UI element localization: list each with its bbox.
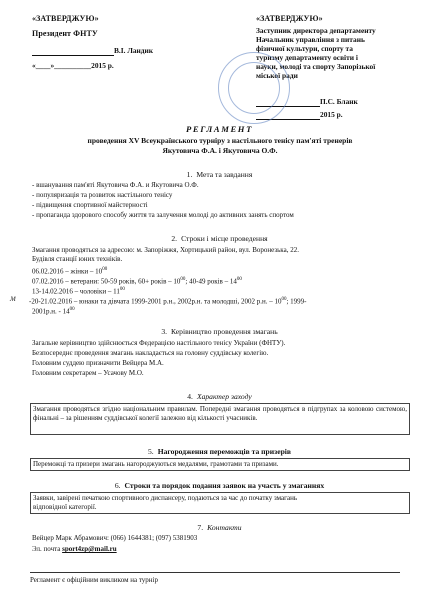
goal-item: - популяризація та розвиток настільного тенісу (32, 191, 173, 199)
applications-text: Заявки, завірені печаткою спортивного диспансеру, подаються за час до початку змагань (33, 494, 298, 502)
section-title-text: Керівництво проведення змагань (171, 327, 278, 336)
schedule-text-b: ; 40-49 років – 14 (185, 277, 237, 286)
contact-email-row (32, 545, 117, 554)
character-box (30, 403, 410, 435)
schedule-text: -20-21.02.2016 – юнаки та дівчата 1999-2001 р.н., 2002р.н. та молодші, 2002 р.н. – 10 (29, 297, 282, 306)
schedule-time-minutes: 00 (180, 277, 186, 282)
right-date: 2015 р. (320, 110, 343, 119)
applications-text: відповідної категорії. (33, 502, 97, 511)
goal-item: - пропаганда здорового способу життя та залучення молоді до активних занять спортом (32, 211, 294, 219)
section-management-title (0, 327, 439, 336)
left-date-line: «____»__________2015 р. (32, 61, 114, 70)
section-goals-title (0, 170, 439, 179)
goal-item: - вшанування пам'яті Якутовича Ф.А. и Якутовича О.Ф. (32, 181, 199, 189)
section-place-title (0, 234, 439, 243)
section-contacts-title (0, 523, 439, 532)
right-approver-line: туризму департаменту освіти і (256, 53, 358, 62)
section-number: 3. (161, 327, 168, 336)
left-approver-position: Президент ФНТУ (32, 29, 98, 38)
document-subtitle-line2: Якутовича Ф.А. і Якутовича О.Ф. (162, 146, 278, 155)
management-chief-referee: Головним суддею призначити Вейцера М.А. (32, 359, 164, 367)
right-approver-line: міської ради (256, 71, 298, 80)
schedule-women (32, 266, 107, 276)
left-signature-line (32, 46, 153, 56)
character-text: Змагання проводяться згідно національним правилам. Попередні змагання проводяться в підгрупах за коловою системою, фінальні – за рішенням суддівської колегії залежно від кількості учасників. (33, 405, 407, 422)
contact-email-label: Эл. почта (32, 545, 63, 553)
schedule-text: 2001р.н. - 14 (32, 307, 70, 316)
section-title-text: Мета та завдання (196, 170, 253, 179)
section-number: 2. (171, 234, 178, 243)
left-approve-heading: «ЗАТВЕРДЖУЮ» (32, 14, 99, 23)
schedule-time-minutes: 00 (69, 307, 75, 312)
management-line: Загальне керівництво здійснюється Федерацією настільного тенісу України (ФНТУ). (32, 339, 286, 347)
section-number: 1. (186, 170, 193, 179)
schedule-veterans (32, 276, 242, 286)
schedule-text: 07.02.2016 – ветерани: 50-59 років, 60+ років – 10 (32, 277, 181, 286)
schedule-text-b: ; 1999- (286, 297, 307, 306)
schedule-time-minutes: 00 (119, 287, 125, 292)
section-title-text: Строки та порядок подання заявок на участь у змаганнях (124, 481, 325, 490)
schedule-text: 13-14.02.2016 – чоловіки – 11 (32, 287, 120, 296)
section-character-title (0, 392, 439, 401)
section-applications-title (0, 481, 439, 490)
document-subtitle-line1: проведення XV Всеукраїнського турніру з настільного тенісу пам'яті тренерів (87, 136, 353, 145)
right-approver-line: Заступник директора департаменту (256, 26, 376, 35)
schedule-men (32, 286, 125, 296)
section-number: 7. (197, 523, 204, 532)
contact-phone: Вейцер Марк Абрамович: (066) 1644381; (097) 5381903 (32, 534, 198, 542)
schedule-juniors-cont (32, 306, 75, 316)
handwritten-margin-note: м (10, 293, 16, 303)
left-signature-blank (32, 46, 114, 56)
section-title-text: Строки і місце проведення (181, 234, 268, 243)
section-awards-title (0, 447, 439, 456)
contact-email-link[interactable]: sport4zp@mail.ru (62, 545, 117, 553)
schedule-time-minutes: 00 (236, 277, 242, 282)
awards-text: Переможці та призери змагань нагороджуються медалями, грамотами та призами. (33, 460, 279, 468)
footer-note: Регламент є офіційним викликом на турнір (30, 576, 159, 584)
section-number: 5. (148, 447, 154, 456)
section-title-text: Контакти (207, 523, 242, 532)
schedule-juniors (29, 296, 307, 306)
applications-box (30, 492, 410, 514)
left-signatory: В.І. Ландик (114, 46, 154, 55)
section-title-text: Нагородження переможців та призерів (157, 447, 291, 456)
right-approver-line: науки, молоді та спорту Запорізької (256, 62, 376, 71)
right-approver-line: Начальник управління з питань (256, 35, 365, 44)
right-approver-line: фізичної культури, спорту та (256, 44, 353, 53)
footer-separator (30, 572, 400, 573)
schedule-time-minutes: 00 (281, 297, 287, 302)
official-stamp (218, 52, 290, 124)
section-title-text: Характер заходу (196, 392, 252, 401)
goal-item: - підвищення спортивної майстерності (32, 201, 148, 209)
section-number: 4. (187, 392, 193, 401)
section-number: 6. (114, 481, 121, 490)
management-chief-secretary: Головним секретарем – Усачову М.О. (32, 369, 144, 377)
right-approve-heading: «ЗАТВЕРДЖУЮ» (256, 14, 323, 23)
schedule-time-minutes: 00 (102, 267, 108, 272)
schedule-text: 06.02.2016 – жінки – 10 (32, 267, 103, 276)
document-title: РЕГЛАМЕНТ (186, 124, 253, 134)
place-address: Змагання проводяться за адресою: м. Запоріжжя, Хортицький район, вул. Воронезька, 22. (32, 246, 299, 254)
place-building: Будівля станції юних техніків. (32, 255, 123, 263)
management-line: Безпосереднє проведення змагань накладається на головну суддівську колегію. (32, 349, 269, 357)
right-signatory: П.С. Бланк (320, 97, 358, 106)
awards-box (30, 458, 410, 471)
